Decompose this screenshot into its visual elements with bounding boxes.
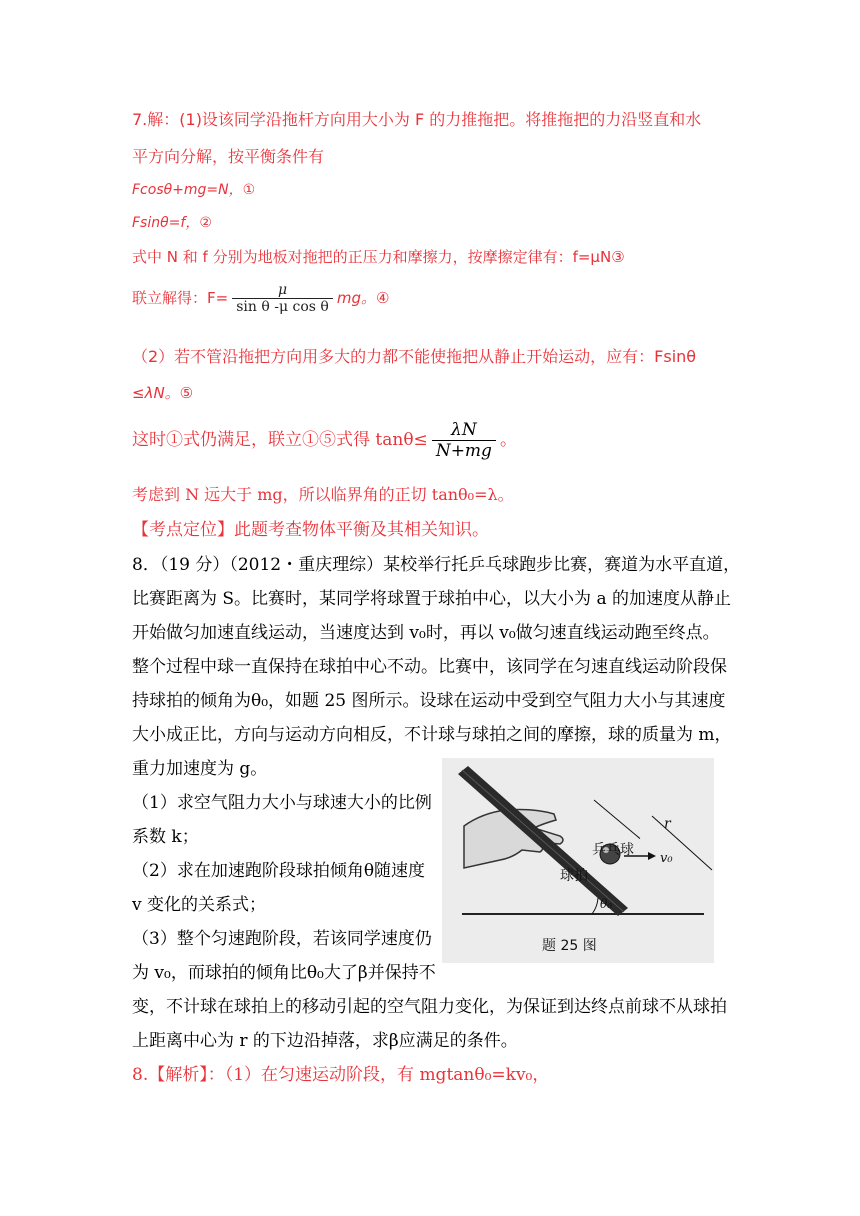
sol7-line-7: （2）若不管沿拖把方向用多大的力都不能使拖把从静止开始运动，应有：Fsinθ <box>132 347 697 366</box>
q8-line-7: 重力加速度为 g。 <box>132 759 268 779</box>
fraction-denominator: sin θ -μ cos θ <box>232 298 333 315</box>
figure-caption: 题 25 图 <box>542 938 597 954</box>
fraction-numerator: μ <box>277 282 288 298</box>
fraction-denominator: N+mg <box>432 440 496 461</box>
figure-label-paddle: 球拍 <box>560 868 588 884</box>
q8-sub1-b: 系数 k； <box>132 827 199 847</box>
sol7-key-point: 【考点定位】此题考查物体平衡及其相关知识。 <box>132 520 489 540</box>
fraction-f <box>232 282 333 315</box>
q8-line-2: 比赛距离为 S。比赛时，某同学将球置于球拍中心，以大小为 a 的加速度从静止 <box>132 589 731 609</box>
tan-suffix: 。 <box>499 430 517 450</box>
sol7-eq-2: Fsinθ=f，② <box>132 215 212 231</box>
formula-prefix: 联立解得：F= <box>132 289 229 307</box>
q8-sub2-a: （2）求在加速跑阶段球拍倾角θ随速度 <box>132 861 426 881</box>
q8-answer-line: 8.【解析】：（1）在匀速运动阶段，有 mgtanθ₀=kv₀， <box>132 1065 550 1085</box>
q8-line-5: 持球拍的倾角为θ₀，如题 25 图所示。设球在运动中受到空气阻力大小与其速度 <box>132 691 726 711</box>
figure-label-v: v₀ <box>660 851 673 866</box>
sol7-line-2: 平方向分解，按平衡条件有 <box>132 147 325 166</box>
sol7-tan-formula <box>132 420 517 461</box>
q8-line-1: 8．（19 分）（2012・重庆理综）某校举行托乒乓球跑步比赛，赛道为水平直道， <box>132 555 741 575</box>
q8-line-6: 大小成正比，方向与运动方向相反，不计球与球拍之间的摩擦，球的质量为 m， <box>132 725 732 745</box>
fraction-tan <box>432 420 496 461</box>
q8-sub3-a: （3）整个匀速跑阶段，若该同学速度仍 <box>132 929 432 949</box>
q8-line-4: 整个过程中球一直保持在球拍中心不动。比赛中，该同学在匀速直线运动阶段保 <box>132 657 727 677</box>
sol7-result-formula <box>132 282 389 315</box>
figure-25 <box>442 758 714 963</box>
sol7-line-1: 7.解：(1)设该同学沿拖杆方向用大小为 F 的力推拖把。将推拖把的力沿竖直和水 <box>132 110 702 129</box>
theta-arc <box>592 898 598 914</box>
figure-25-drawing <box>442 758 714 963</box>
sol7-line-5: 式中 N 和 f 分别为地板对拖把的正压力和摩擦力，按摩擦定律有：f=μN③ <box>132 248 625 266</box>
q8-line-3: 开始做匀加速直线运动，当速度达到 v₀时，再以 v₀做匀速直线运动跑至终点。 <box>132 623 720 643</box>
fraction-numerator: λN <box>451 420 477 440</box>
q8-sub3-b: 为 v₀，而球拍的倾角比θ₀大了β并保持不 <box>132 963 436 983</box>
sol7-eq-1: Fcosθ+mg=N，① <box>132 182 256 198</box>
r-dim-top <box>594 800 640 839</box>
tan-prefix: 这时①式仍满足，联立①⑤式得 tanθ≤ <box>132 430 428 450</box>
q8-line-9: 上距离中心为 r 的下边沿掉落，求β应满足的条件。 <box>132 1031 518 1051</box>
figure-label-ball: 乒乓球 <box>592 842 634 858</box>
q8-sub2-b: v 变化的关系式； <box>132 895 267 915</box>
figure-label-theta: θ₀ <box>600 897 613 911</box>
sol7-line-10: 考虑到 N 远大于 mg，所以临界角的正切 tanθ₀=λ。 <box>132 485 514 504</box>
figure-label-r: r <box>664 816 671 832</box>
q8-sub1-a: （1）求空气阻力大小与球速大小的比例 <box>132 793 432 813</box>
velocity-arrowhead <box>648 852 656 860</box>
formula-suffix: mg。④ <box>336 289 390 307</box>
q8-line-8: 变，不计球在球拍上的移动引起的空气阻力变化，为保证到达终点前球不从球拍 <box>132 997 727 1017</box>
sol7-line-8: ≤λN。⑤ <box>132 384 194 402</box>
